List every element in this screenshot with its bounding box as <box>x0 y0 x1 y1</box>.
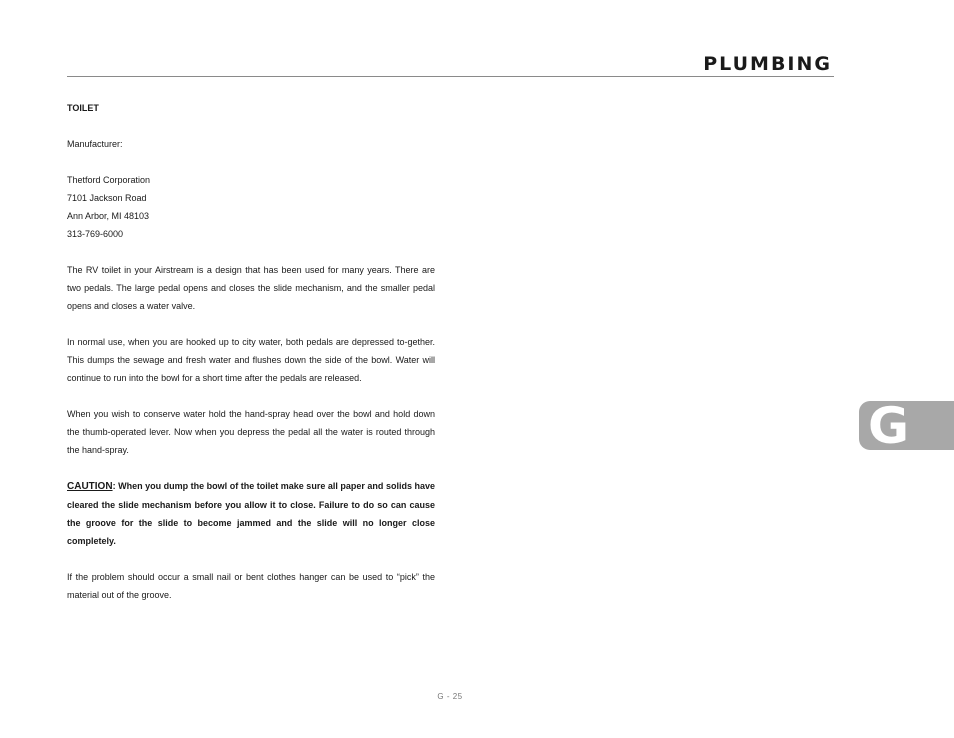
section-tab <box>859 401 954 450</box>
paragraph-conserve-water: When you wish to conserve water hold the hand-spray head over the bowl and hold down the thumb-operated lever. Now when you depress the pedal all the water is routed through the hand-spray. <box>67 409 435 455</box>
page-number: G - 25 <box>437 692 463 701</box>
page-content <box>67 99 435 622</box>
manufacturer-address <box>67 171 435 243</box>
address-company: Thetford Corporation <box>67 175 151 185</box>
caution-text: : When you dump the bowl of the toilet make sure all paper and solids have cleared the slide mechanism before you allow it to close. Failure to do so can cause the groove for the slide to become jammed and the slide will no longer close completely. <box>67 481 435 546</box>
section-heading: TOILET <box>67 103 99 113</box>
address-street: 7101 Jackson Road <box>67 193 147 203</box>
header-rule <box>67 76 834 77</box>
caution-label: CAUTION <box>67 481 113 492</box>
section-title: PLUMBING <box>703 53 832 75</box>
manufacturer-label: Manufacturer: <box>67 139 123 149</box>
address-city: Ann Arbor, MI 48103 <box>67 211 150 221</box>
section-tab-letter: G <box>868 401 910 450</box>
caution-paragraph <box>67 477 435 550</box>
paragraph-pedals: The RV toilet in your Airstream is a design that has been used for many years. There are two pedals. The large pedal opens and closes the slide mechanism, and the smaller pedal opens and closes a water valve. <box>67 265 435 311</box>
paragraph-normal-use: In normal use, when you are hooked up to city water, both pedals are depressed to-gether. This dumps the sewage and fresh water and flushes down the side of the bowl. Water will continue to run into the bowl for a short time after the pedals are released. <box>67 337 435 383</box>
paragraph-problem: If the problem should occur a small nail or bent clothes hanger can be used to “pick” the material out of the groove. <box>67 572 435 600</box>
address-phone: 313-769-6000 <box>67 229 124 239</box>
